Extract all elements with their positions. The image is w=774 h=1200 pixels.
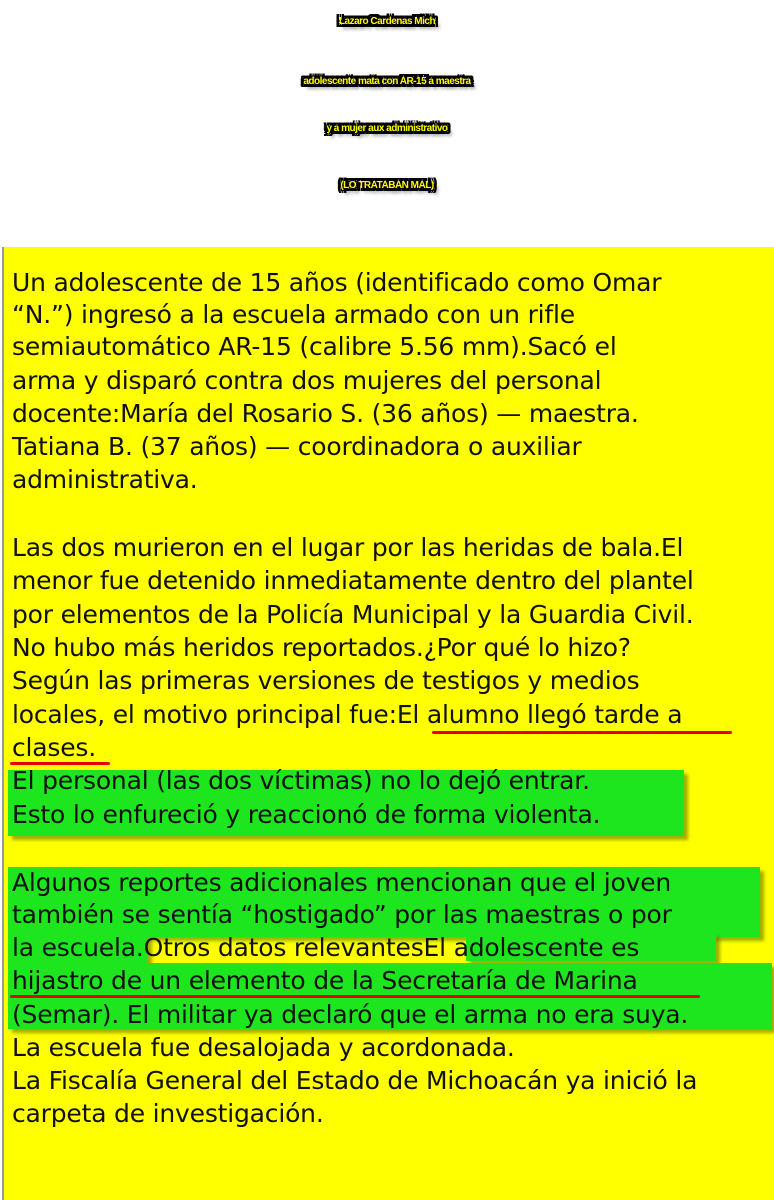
text-line-7: administrativa. [12, 465, 198, 494]
text-line-17: Algunos reportes adicionales mencionan que el joven [12, 868, 672, 897]
text-line-16: Esto lo enfureció y reaccionó de forma violenta. [12, 800, 601, 829]
text-line-10: por elementos de la Policía Municipal y la Guardia Civil. [12, 600, 694, 629]
text-line-19: la escuela.Otros datos relevantesEl adolescente es [12, 933, 640, 962]
text-line-6: Tatiana B. (37 años) — coordinadora o auxiliar [12, 432, 582, 461]
headline-line-3: y a mujer aux administrativo [326, 123, 448, 134]
text-line-23: La Fiscalía General del Estado de Michoacán ya inició la [12, 1066, 698, 1095]
text-line-12: Según las primeras versiones de testigos y medios [12, 666, 640, 695]
text-line-22: La escuela fue desalojada y acordonada. [12, 1033, 515, 1062]
red-underline-2 [10, 762, 110, 765]
text-line-8: Las dos murieron en el lugar por las heridas de bala.El [12, 533, 684, 562]
headline-line-4: (LO TRATABAN MAL) [340, 180, 434, 191]
text-line-15: El personal (las dos víctimas) no lo dejó entrar. [12, 766, 590, 795]
text-line-21: (Semar). El militar ya declaró que el arma no era suya. [12, 1000, 689, 1029]
text-line-14: clases. [12, 733, 96, 762]
article-text-panel [2, 247, 774, 1200]
red-underline-3 [10, 995, 700, 998]
text-line-9: menor fue detenido inmediatamente dentro del plantel [12, 566, 694, 595]
text-line-24: carpeta de investigación. [12, 1099, 324, 1128]
red-underline-1 [432, 731, 732, 734]
text-line-18: también se sentía “hostigado” por las maestras o por [12, 900, 672, 929]
text-line-3: semiautomático AR-15 (calibre 5.56 mm).Sacó el [12, 332, 617, 361]
headline-block [0, 0, 774, 235]
text-line-4: arma y disparó contra dos mujeres del personal [12, 366, 602, 395]
headline-line-2: adolescente mata con AR-15 a maestra [303, 76, 471, 87]
headline-line-1: Lazaro Cardenas Mich [338, 16, 436, 27]
text-line-2: “N.”) ingresó a la escuela armado con un rifle [12, 300, 575, 329]
text-line-20: hijastro de un elemento de la Secretaría de Marina [12, 966, 638, 995]
text-line-1: Un adolescente de 15 años (identificado como Omar [12, 268, 662, 297]
text-line-11: No hubo más heridos reportados.¿Por qué lo hizo? [12, 633, 631, 662]
text-line-5: docente:María del Rosario S. (36 años) — maestra. [12, 399, 639, 428]
text-line-13: locales, el motivo principal fue:El alumno llegó tarde a [12, 700, 683, 729]
